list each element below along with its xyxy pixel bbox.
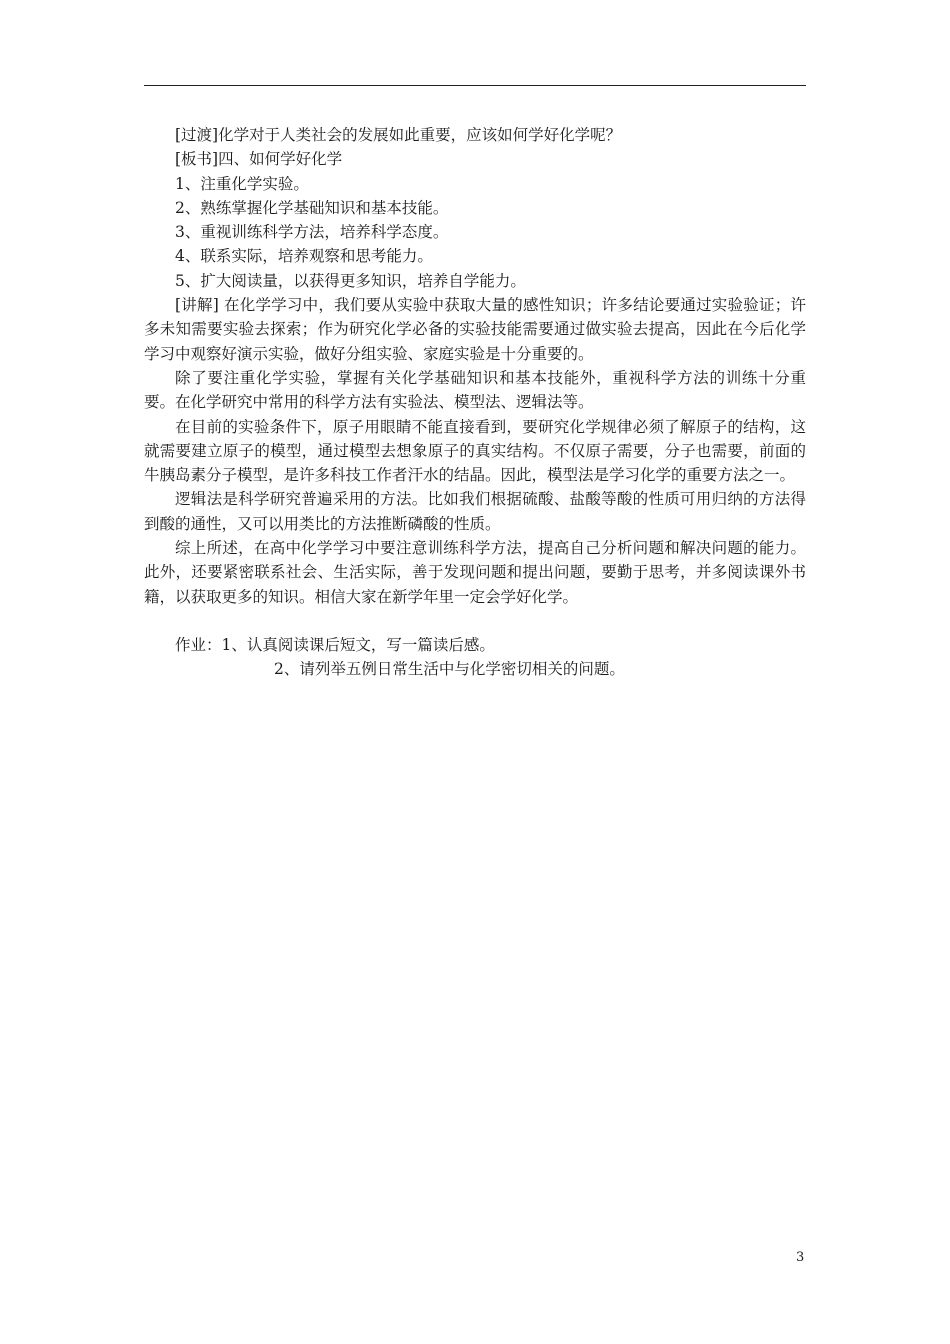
list-item: 5、扩大阅读量，以获得更多知识，培养自学能力。: [175, 271, 526, 290]
page-number: 3: [796, 1250, 805, 1265]
header-rule: [144, 85, 806, 86]
paragraph-body: 在目前的实验条件下，原子用眼睛不能直接看到，要研究化学规律必须了解原子的结构，这就需要建立原子的模型，通过模型去想象原子的真实结构。不仅原子需要，分子也需要，前面的牛胰岛素分子模型，是许多科技工作者汗水的结晶。因此，模型法是学习化学的重要方法之一。: [144, 417, 806, 485]
document-body: [144, 123, 806, 682]
paragraph-body: 除了要注重化学实验，掌握有关化学基础知识和基本技能外，重视科学方法的训练十分重要。在化学研究中常用的科学方法有实验法、模型法、逻辑法等。: [144, 368, 806, 412]
list-item: 4、联系实际，培养观察和思考能力。: [175, 247, 433, 266]
list-item: 2、熟练掌握化学基础知识和基本技能。: [175, 198, 449, 217]
homework-line-2: 2、请列举五例日常生活中与化学密切相关的问题。: [274, 660, 625, 679]
paragraph-summary: 综上所述，在高中化学学习中要注意训练科学方法，提高自己分析问题和解决问题的能力。此外，还要紧密联系社会、生活实际，善于发现问题和提出问题，要勤于思考，并多阅读课外书籍，以获取更多的知识。相信大家在新学年里一定会学好化学。: [144, 539, 806, 606]
list-item: 1、注重化学实验。: [175, 174, 309, 193]
homework-line-1: 作业：1、认真阅读课后短文，写一篇读后感。: [175, 635, 495, 654]
paragraph-body: 逻辑法是科学研究普遍采用的方法。比如我们根据硫酸、盐酸等酸的性质可用归纳的方法得到酸的通性，又可以用类比的方法推断磷酸的性质。: [144, 490, 806, 533]
homework-section: [144, 633, 806, 682]
list-item: 3、重视训练科学方法，培养科学态度。: [175, 223, 449, 242]
paragraph-board-heading: [板书]四、如何学好化学: [175, 150, 343, 169]
paragraph-transition: [过渡]化学对于人类社会的发展如此重要，应该如何学好化学呢？: [175, 126, 622, 144]
paragraph-explanation: [讲解] 在化学学习中，我们要从实验中获取大量的感性知识；许多结论要通过实验验证；许多未知需要实验去探索；作为研究化学必备的实验技能需要通过做实验去提高，因此在今后化学学习中观察好演示实验，做好分组实验、家庭实验是十分重要的。: [144, 296, 806, 363]
